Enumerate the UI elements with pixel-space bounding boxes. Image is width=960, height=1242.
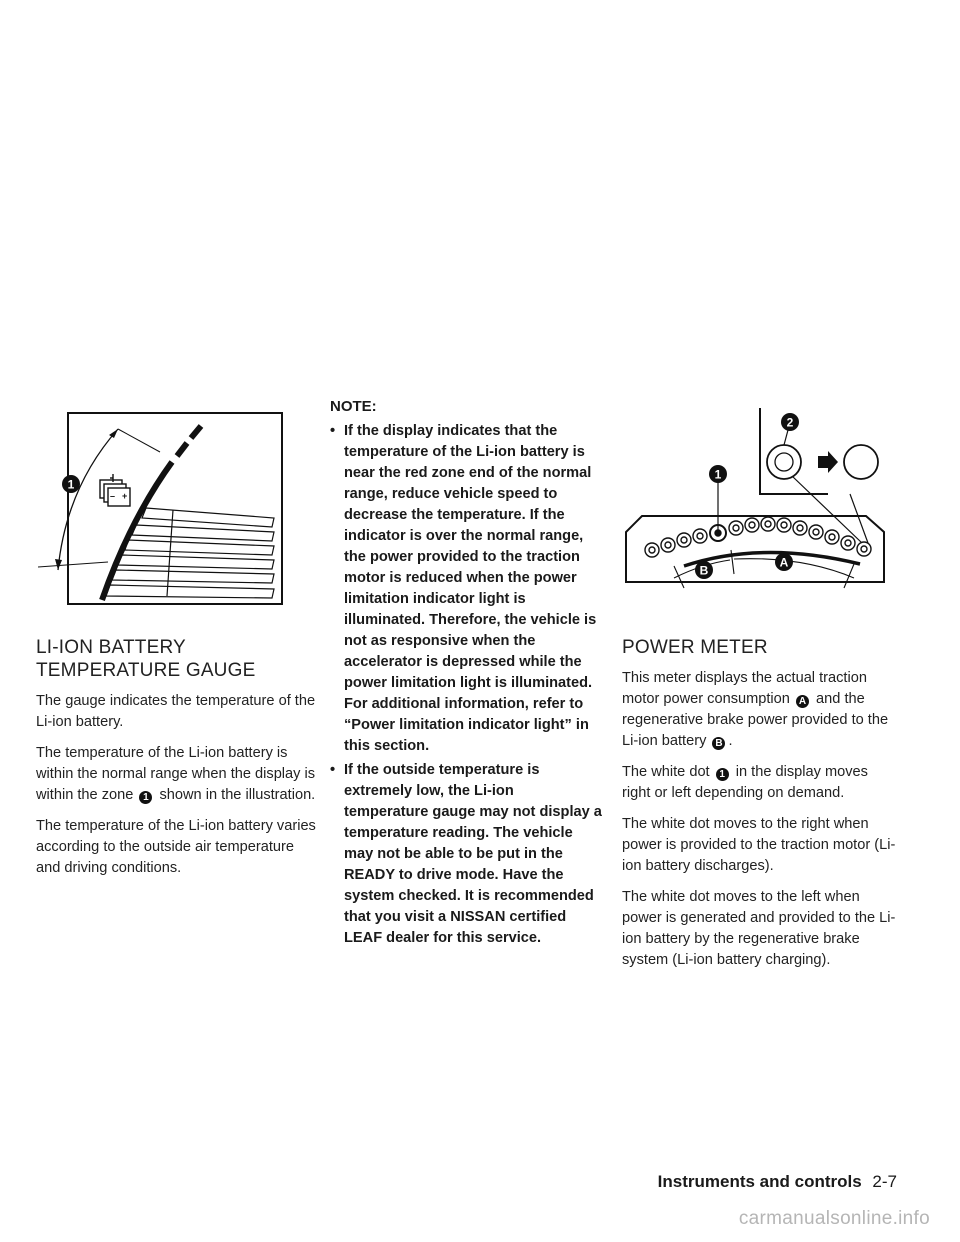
power-meter-figure bbox=[622, 408, 888, 592]
para-2-text-a: The white dot bbox=[622, 764, 710, 780]
label-a-badge-inline: A bbox=[796, 695, 809, 708]
label-a-text: A bbox=[779, 555, 789, 570]
note-column bbox=[330, 398, 602, 952]
note-title: NOTE: bbox=[330, 398, 377, 415]
battery-temp-para-1: The gauge indicates the temperature of the Li-ion battery. bbox=[36, 693, 316, 730]
note-item-text: If the outside temperature is extremely low, the Li-ion temperature gauge may not display a temperature reading. The vehicle may not be able to be put in the READY to drive mode. Have the system checked. It is recommended that you visit a NISSAN certified LEAF dealer for this service. bbox=[344, 762, 602, 946]
callout-1-badge-inline: 1 bbox=[716, 768, 729, 781]
label-b-badge-inline: B bbox=[712, 737, 725, 750]
power-meter-heading: POWER METER bbox=[622, 637, 768, 658]
page-footer bbox=[658, 1172, 897, 1192]
battery-temp-heading: LI-ION BATTERY TEMPERATURE GAUGE bbox=[36, 637, 256, 681]
callout-1-label: 1 bbox=[67, 477, 75, 492]
para-1-text-b: and the regenerative brake power provided to the Li-ion battery bbox=[622, 691, 889, 749]
callout-1-badge-inline: 1 bbox=[139, 791, 152, 804]
note-item bbox=[330, 421, 602, 757]
para-2-text-b: in the display moves right or left depending on demand. bbox=[622, 764, 868, 801]
note-item bbox=[330, 760, 602, 949]
left-column bbox=[36, 636, 322, 889]
footer-section-title: Instruments and controls bbox=[657, 1172, 862, 1191]
right-column bbox=[622, 636, 896, 981]
battery-temp-para-2 bbox=[36, 743, 322, 806]
power-meter-para-2 bbox=[622, 762, 896, 804]
footer-page-number: 2-7 bbox=[872, 1172, 897, 1191]
para-1-text-c: . bbox=[728, 733, 733, 749]
battery-temp-gauge-illustration bbox=[38, 410, 284, 606]
callout-1-label: 1 bbox=[714, 467, 722, 482]
para-1-text-a: This meter displays the actual traction motor power consumption bbox=[622, 670, 867, 707]
svg-text:–: – bbox=[110, 491, 116, 501]
note-item-text: If the display indicates that the temperature of the Li-ion battery is near the red zone end of the normal range, reduce vehicle speed to decrease the temperature. If the indicator is over the normal range, the power provided to the traction motor is reduced when the power limitation indicator light is illuminated. Therefore, the vehicle is not as responsive when the accelerator is depressed while the power limitation light is illuminated. For additional information, refer to “Power limitation indicator light” in this section. bbox=[344, 423, 597, 754]
power-meter-para-3: The white dot moves to the right when power is provided to the traction motor (Li-ion battery discharges). bbox=[622, 816, 896, 874]
battery-temp-para-3: The temperature of the Li-ion battery varies according to the outside air temperature and driving conditions. bbox=[36, 818, 316, 876]
label-b-text: B bbox=[699, 563, 709, 578]
power-meter-para-4: The white dot moves to the left when power is generated and provided to the Li-ion battery by the regenerative brake system (Li-ion battery charging). bbox=[622, 889, 896, 968]
battery-temp-gauge-figure bbox=[38, 410, 284, 606]
svg-text:+: + bbox=[122, 491, 128, 501]
callout-2-label: 2 bbox=[786, 415, 794, 430]
watermark-text: carmanualsonline.info bbox=[738, 1208, 930, 1229]
bullet-dot-icon: • bbox=[330, 762, 336, 778]
para-2-text-b: shown in the illustration. bbox=[159, 787, 316, 803]
note-list bbox=[330, 421, 602, 949]
bullet-dot-icon: • bbox=[330, 423, 336, 439]
para-2-text-a: The temperature of the Li-ion battery is within the normal range when the display is within the zone bbox=[36, 745, 316, 803]
power-meter-illustration bbox=[622, 408, 888, 592]
power-meter-para-1 bbox=[622, 668, 896, 752]
